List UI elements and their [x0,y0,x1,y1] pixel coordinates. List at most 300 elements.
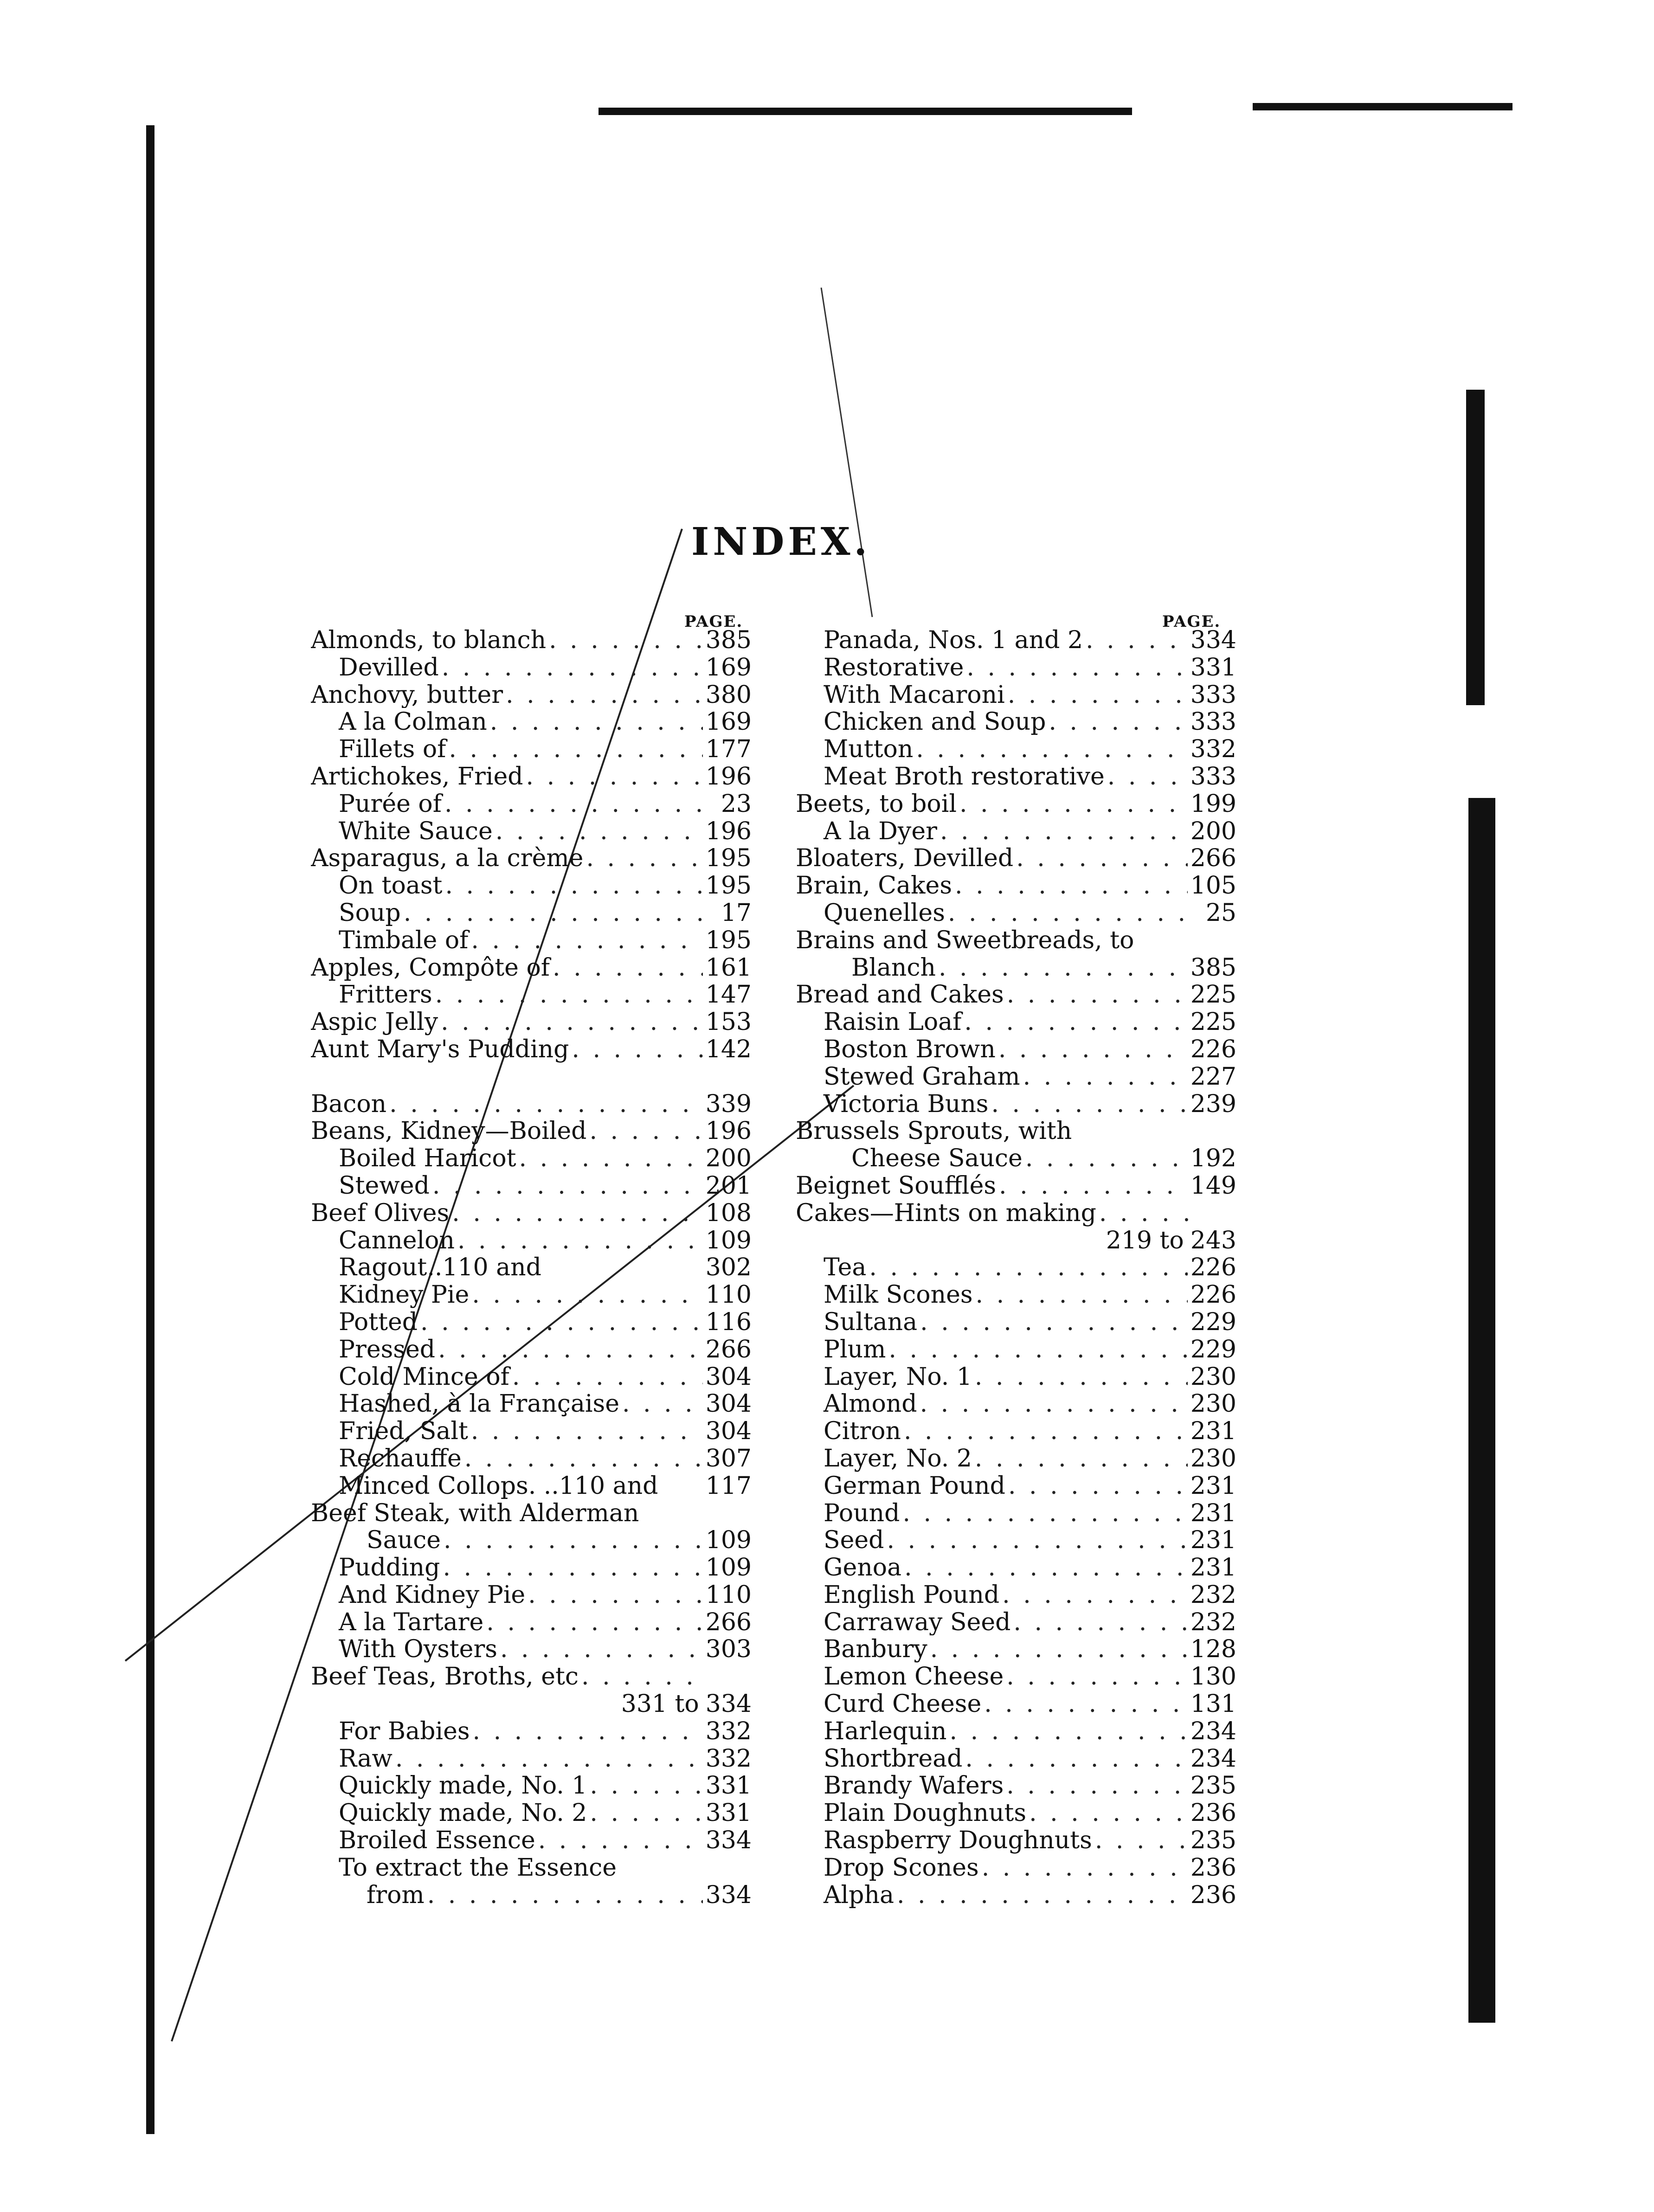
index-entry-label: Quickly made, No. 2 [339,1799,587,1827]
index-entry [311,1254,752,1281]
index-entry-page: 200 [1190,817,1236,845]
index-column-left [311,626,752,1908]
index-entry-page: 128 [1190,1635,1236,1663]
index-entry-page: 169 [705,653,752,681]
index-entry-page: 307 [705,1444,752,1472]
index-entry [796,1854,1236,1881]
index-entry [311,1690,752,1717]
index-entry-label: Bacon [311,1090,387,1118]
index-entry-label: Boiled Haricot [339,1145,516,1172]
index-entry-label: Genoa [824,1554,902,1581]
index-entry-page: 236 [1190,1881,1236,1909]
index-entry-label: Asparagus, a la crème [311,844,584,872]
leader-dots [395,1745,703,1772]
index-entry-label: Broiled Essence [339,1826,535,1854]
leader-dots [955,872,1188,899]
index-entry-label: Sultana [824,1308,918,1336]
index-entry [311,1472,752,1499]
leader-dots [438,1336,703,1363]
index-entry [796,817,1236,845]
index-entry [311,1745,752,1772]
leader-dots [486,1608,702,1636]
index-entry [311,1717,752,1745]
index-entry-label: Quickly made, No. 1 [339,1772,587,1800]
leader-dots [964,1008,1187,1035]
index-entry-label: Curd Cheese [824,1690,982,1717]
index-entry-label: Plum [824,1335,886,1363]
leader-dots [1008,681,1188,708]
index-entry-label: Artichokes, Fried [311,762,523,790]
index-entry-page: 303 [705,1635,752,1663]
leader-dots [1025,1145,1188,1172]
index-entry-page: 169 [705,708,752,736]
index-entry-page: 334 [705,1826,752,1854]
index-entry-label: Pudding [339,1554,440,1581]
index-entry-page: 192 [1190,1145,1236,1172]
index-entry-label: Victoria Buns [824,1090,989,1118]
index-entry-label: Boston Brown [824,1035,996,1063]
index-entry [311,1772,752,1799]
index-entry-label: Devilled [339,653,439,681]
leader-dots [427,1881,703,1909]
index-entry [796,1526,1236,1554]
index-entry-label: Cannelon [339,1226,455,1254]
leader-dots [948,899,1192,926]
index-entry [796,708,1236,735]
leader-dots [590,1772,702,1799]
index-entry-label: Fried, Salt [339,1417,468,1445]
index-entry [796,1172,1236,1199]
index-entry-page: 266 [705,1335,752,1363]
index-entry-label: To extract the Essence [339,1853,617,1881]
index-entry-label: Raspberry Doughnuts [824,1826,1092,1854]
index-entry [796,735,1236,763]
index-entry-label: Carraway Seed [824,1608,1011,1636]
leader-dots [449,735,702,763]
index-entry [311,1063,752,1090]
index-entry [311,1145,752,1172]
leader-dots [965,1745,1187,1772]
leader-dots [1008,1472,1188,1499]
index-entry-label: Apples, Compôte of [311,953,550,981]
index-entry-page: 196 [705,1117,752,1145]
index-entry-label: Shortbread [824,1744,963,1772]
index-entry [311,1227,752,1254]
index-entry [796,844,1236,872]
leader-dots [1007,981,1188,1008]
leader-dots [589,1117,702,1145]
index-entry [311,872,752,899]
index-entry-label: Banbury [824,1635,927,1663]
leader-dots [553,954,703,981]
index-entry-label: Chicken and Soup [824,708,1046,736]
leader-dots [452,1199,702,1227]
index-entry-page: 334 [705,1881,752,1909]
index-entry [796,1417,1236,1445]
index-entry-page: 333 [1190,762,1236,790]
index-entry [796,1799,1236,1826]
index-entry [796,1254,1236,1281]
index-entry [796,790,1236,817]
index-entry-label: Almonds, to blanch [311,626,547,654]
index-entry [311,1008,752,1035]
index-entry [796,1690,1236,1717]
index-entry-page: 226 [1190,1281,1236,1308]
index-entry [796,1472,1236,1499]
index-entry-label: Purée of [339,790,442,817]
index-entry-page: 332 [705,1744,752,1772]
index-entry [311,1608,752,1636]
leader-dots [512,1363,703,1390]
index-entry [796,654,1236,681]
index-entry [796,899,1236,926]
leader-dots [1107,763,1188,790]
leader-dots [496,817,703,845]
index-entry [311,1554,752,1581]
index-entry-page: 25 [1205,899,1236,926]
leader-dots [506,681,703,708]
leader-dots [959,790,1188,817]
index-entry-label: Layer, No. 1 [824,1363,972,1390]
index-entry-page: 116 [705,1308,752,1336]
index-entry [311,1336,752,1363]
index-entry [311,844,752,872]
index-entry-label: Citron [824,1417,901,1445]
leader-dots [538,1826,703,1854]
index-entry [311,654,752,681]
index-entry-page: 232 [1190,1608,1236,1636]
index-entry [796,1445,1236,1472]
index-entry [311,1826,752,1854]
index-entry-page: 229 [1190,1335,1236,1363]
index-entry [311,790,752,817]
index-entry-label: Milk Scones [824,1281,973,1308]
leader-dots [897,1881,1188,1909]
index-entry [311,1799,752,1826]
index-entry-page: 227 [1190,1062,1236,1090]
index-entry [796,1772,1236,1799]
index-entry [311,1417,752,1445]
index-entry-page: 226 [1190,1254,1236,1281]
index-entry [311,1199,752,1227]
index-entry-page: 110 [705,1581,752,1608]
leader-dots [389,1090,703,1118]
index-entry-label: 219 to [1106,1226,1184,1254]
leader-dots [1086,626,1188,654]
index-entry-page: 385 [705,626,752,654]
index-entry [311,1090,752,1118]
index-entry [311,1308,752,1336]
leader-dots [1006,1663,1188,1690]
index-entry-label: Lemon Cheese [824,1663,1004,1691]
leader-dots [500,1635,703,1663]
index-entry [796,1745,1236,1772]
index-entry-label: Pound [824,1499,900,1527]
index-entry-page: 196 [705,817,752,845]
index-entry-label: English Pound [824,1581,1000,1608]
index-entry-label: A la Tartare [339,1608,484,1636]
index-entry-page: 109 [705,1226,752,1254]
index-entry [311,1445,752,1472]
leader-dots [445,872,702,899]
index-entry-page: 230 [1190,1444,1236,1472]
index-entry-page: 331 [705,1772,752,1800]
leader-dots [920,1390,1188,1417]
leader-dots [920,1308,1188,1336]
index-entry [796,1663,1236,1690]
index-entry-label: Cold Mince of [339,1363,509,1390]
index-entry-page: 195 [705,844,752,872]
index-entry-page: 304 [705,1417,752,1445]
index-entry-label: Fritters [339,981,432,1009]
index-entry-page: 234 [1190,1717,1236,1745]
index-entry-page: 109 [705,1554,752,1581]
index-entry-page: 225 [1190,981,1236,1009]
leader-dots [435,981,703,1008]
index-entry-page: 243 [1190,1226,1236,1254]
index-entry-page: 236 [1190,1799,1236,1827]
leader-dots [457,1227,703,1254]
index-entry [311,1581,752,1608]
index-entry-page: 17 [721,899,752,926]
index-entry-label: A la Dyer [824,817,937,845]
index-entry [796,1227,1236,1254]
index-entry [311,1663,752,1690]
index-entry-label: Plain Doughnuts [824,1799,1027,1827]
leader-dots [526,763,703,790]
index-entry-page: 331 [705,1799,752,1827]
leader-dots [443,1554,702,1581]
index-entry-page: 331 [1190,653,1236,681]
index-entry-page: 266 [705,1608,752,1636]
index-entry-page: 333 [1190,708,1236,736]
index-entry [311,981,752,1008]
leader-dots [404,899,707,926]
index-entry-label: Aspic Jelly [311,1008,438,1035]
leader-dots [1013,1608,1187,1636]
leader-dots [998,1035,1188,1063]
index-entry-label: Quenelles [824,899,945,926]
leader-dots [622,1390,703,1417]
index-entry-label: Sauce [367,1526,441,1554]
index-entry [796,1090,1236,1118]
index-entry-label: Cheese Sauce [851,1145,1023,1172]
index-entry [311,626,752,654]
index-entry-page: 195 [705,872,752,899]
leader-dots [982,1854,1188,1881]
index-entry-label: Beignet Soufflés [796,1171,997,1199]
index-entry [796,1581,1236,1608]
index-entry [796,1499,1236,1527]
index-entry-page: 232 [1190,1581,1236,1608]
leader-dots [1002,1581,1188,1608]
index-entry [796,1308,1236,1336]
index-entry [796,872,1236,899]
index-entry-label: German Pound [824,1472,1005,1499]
index-entry-label: Bloaters, Devilled [796,844,1014,872]
index-entry-page: 201 [705,1171,752,1199]
leader-dots [471,926,702,954]
index-entry [311,1363,752,1390]
index-entry [796,1035,1236,1063]
index-entry [311,954,752,981]
index-entry-page: 161 [705,953,752,981]
index-entry [796,1199,1236,1227]
index-entry-label: Cakes—Hints on making [796,1199,1096,1227]
index-entry [311,1881,752,1909]
index-entry-label: Brain, Cakes [796,872,952,899]
leader-dots [464,1445,703,1472]
index-entry-page: 332 [705,1717,752,1745]
leader-dots [930,1635,1188,1663]
index-entry-label: Potted [339,1308,418,1336]
index-entry [311,1854,752,1881]
index-entry [311,1390,752,1417]
index-entry-page: 130 [1190,1663,1236,1691]
index-entry-page: 109 [705,1526,752,1554]
leader-dots [940,817,1188,845]
leader-dots [581,1663,707,1690]
index-entry-page: 234 [1190,1744,1236,1772]
index-entry-label: Beets, to boil [796,790,957,817]
leader-dots [1029,1799,1188,1826]
index-entry-page: 105 [1190,872,1236,899]
index-entry-label: Blanch [851,953,936,981]
index-entry [796,954,1236,981]
index-entry-page: 231 [1190,1417,1236,1445]
index-entry-page: 149 [1190,1171,1236,1199]
right-page-column-header: PAGE. [1162,612,1221,631]
index-entry [796,1635,1236,1663]
index-entry-label: White Sauce [339,817,493,845]
index-entry-page: 229 [1190,1308,1236,1336]
leader-dots [444,1526,703,1554]
leader-dots [1095,1826,1188,1854]
index-entry [311,681,752,708]
leader-dots [590,1799,702,1826]
index-entry-label: Pressed [339,1335,436,1363]
index-entry-page: 142 [705,1035,752,1063]
leader-dots [473,1717,703,1745]
index-entry-label: Raisin Loaf [824,1008,962,1035]
index-entry-label: With Macaroni [824,681,1005,708]
index-entry [796,681,1236,708]
leader-dots [572,1035,702,1063]
leader-dots [950,1717,1188,1745]
index-entry-page: 266 [1190,844,1236,872]
index-entry [311,735,752,763]
index-entry-label: Harlequin [824,1717,947,1745]
index-entry-page: 235 [1190,1826,1236,1854]
index-column-right [796,626,1236,1908]
index-entry-page: 380 [705,681,752,708]
index-entry-page: 110 [705,1281,752,1308]
index-entry-page: 108 [705,1199,752,1227]
index-entry-label: Aunt Mary's Pudding [311,1035,569,1063]
index-entry-label: Minced Collops. ..110 and [339,1472,658,1499]
index-entry-label: Beef Olives [311,1199,450,1227]
leader-dots [888,1336,1187,1363]
index-entry-page: 195 [705,926,752,954]
index-entry [311,817,752,845]
index-entry [311,926,752,954]
index-entry-page: 332 [1190,735,1236,763]
index-entry [796,763,1236,790]
leader-dots [420,1308,703,1336]
index-entry-label: Layer, No. 2 [824,1444,972,1472]
index-entry-label: Raw [339,1744,393,1772]
index-entry-page: 131 [1190,1690,1236,1717]
index-entry-label: Beef Teas, Broths, etc [311,1663,579,1691]
leader-dots [975,1445,1188,1472]
index-entry [311,1635,752,1663]
index-entry [796,1281,1236,1308]
index-entry-label: Seed [824,1526,884,1554]
index-entry-page: 225 [1190,1008,1236,1035]
index-entry-page: 239 [1190,1090,1236,1118]
index-entry [311,708,752,735]
index-entry-page: 117 [705,1472,752,1499]
index-entry-label: With Oysters [339,1635,497,1663]
leader-dots [1049,708,1187,735]
index-entry-label: Kidney Pie [339,1281,470,1308]
leader-dots [904,1417,1188,1445]
index-entry-label: A la Colman [339,708,487,736]
index-entry-label: Almond [824,1390,917,1418]
index-entry [796,926,1236,954]
leader-dots [441,1008,703,1035]
leader-dots [887,1526,1187,1554]
index-entry-page: 339 [705,1090,752,1118]
index-entry-label: Alpha [824,1881,894,1909]
index-entry-label: Mutton [824,735,914,763]
index-entry-page: 23 [721,790,752,817]
index-entry-label: And Kidney Pie [339,1581,526,1608]
index-entry-page: 230 [1190,1390,1236,1418]
index-entry-label: Timbale of [339,926,469,954]
leader-dots [869,1254,1187,1281]
index-entry-label: Beef Steak, with Alderman [311,1499,639,1527]
index-entry-label: Stewed [339,1171,430,1199]
index-entry [796,1336,1236,1363]
index-entry-page: 333 [1190,681,1236,708]
index-entry [311,763,752,790]
index-entry-label: Restorative [824,653,964,681]
index-entry [311,1035,752,1063]
index-entry [796,1390,1236,1417]
index-entry-page: 231 [1190,1499,1236,1527]
index-entry-label: Fillets of [339,735,446,763]
index-entry-label: Brains and Sweetbreads, to [796,926,1134,954]
index-entry [311,1281,752,1308]
leader-dots [549,626,703,654]
index-entry-page: 196 [705,762,752,790]
index-entry-label: Panada, Nos. 1 and 2 [824,626,1083,654]
index-entry [311,1172,752,1199]
index-entry-page: 236 [1190,1853,1236,1881]
index-entry-label: Tea [824,1254,867,1281]
index-entry-page: 177 [705,735,752,763]
leader-dots [528,1581,703,1608]
index-entry-label: Meat Broth restorative [824,762,1105,790]
index-entry-page: 334 [1190,626,1236,654]
index-entry-label: Hashed, à la Française [339,1390,619,1418]
leader-dots [472,1281,702,1308]
index-entry-page: 385 [1190,953,1236,981]
index-entry [311,1117,752,1145]
leader-dots [519,1145,703,1172]
index-entry-label: from [367,1881,425,1909]
